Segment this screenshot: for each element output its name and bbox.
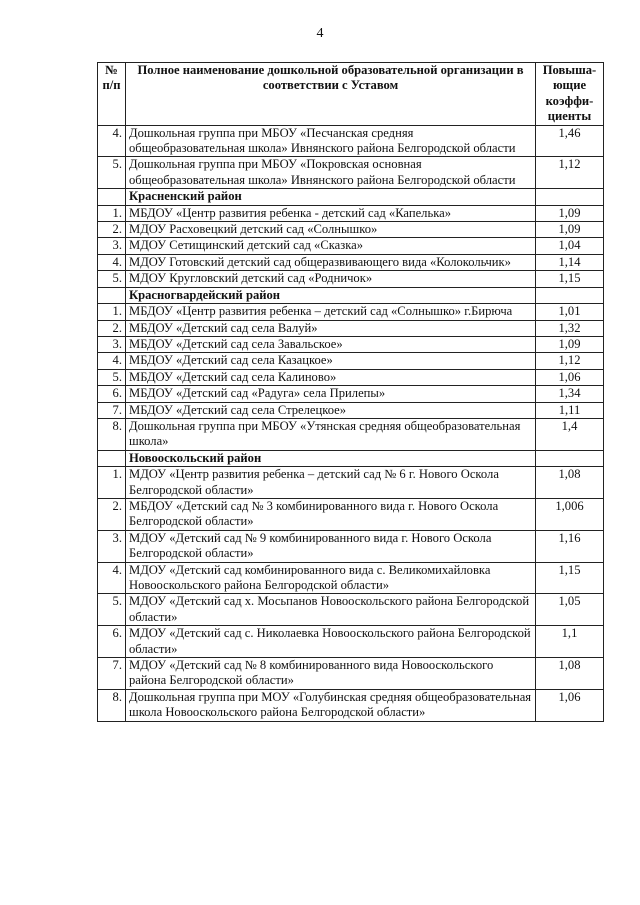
row-num: 7. [98,658,126,690]
table-row [98,530,604,562]
table-body [98,125,604,721]
coefficient: 1,11 [536,402,604,418]
table-row [98,222,604,238]
org-name: МДОУ Кругловский детский сад «Родничок» [126,271,536,287]
header-coef: Повыша-ющие коэффи-циенты [536,63,604,126]
org-name: МДОУ «Детский сад № 8 комбинированного вида Новооскольского района Белгородской области» [126,658,536,690]
org-name: МБДОУ «Детский сад села Валуй» [126,320,536,336]
row-num: 6. [98,626,126,658]
table-row [98,254,604,270]
org-name: МБДОУ «Детский сад села Завальское» [126,336,536,352]
coefficient: 1,05 [536,594,604,626]
district-coef-cell [536,189,604,205]
coefficient: 1,09 [536,336,604,352]
header-num: № п/п [98,63,126,126]
org-name: МБДОУ «Детский сад № 3 комбинированного вида г. Нового Оскола Белгородской области» [126,498,536,530]
row-num: 4. [98,353,126,369]
org-name: МДОУ Сетищинский детский сад «Сказка» [126,238,536,254]
row-num: 8. [98,689,126,721]
coefficient: 1,08 [536,467,604,499]
header-name: Полное наименование дошкольной образовательной организации в соответствии с Уставом [126,63,536,126]
coefficients-table [97,62,604,722]
row-num: 1. [98,304,126,320]
table-row [98,467,604,499]
org-name: Дошкольная группа при МБОУ «Песчанская средняя общеобразовательная школа» Ивнянского района Белгородской области [126,125,536,157]
table-row [98,125,604,157]
org-name: МБДОУ «Детский сад села Калиново» [126,369,536,385]
district-row [98,189,604,205]
org-name: МДОУ «Центр развития ребенка – детский сад № 6 г. Нового Оскола Белгородской области» [126,467,536,499]
row-num: 4. [98,562,126,594]
district-name: Красногвардейский район [126,287,536,303]
org-name: МБДОУ «Центр развития ребенка - детский сад «Капелька» [126,205,536,221]
coefficient: 1,006 [536,498,604,530]
row-num: 5. [98,157,126,189]
table-row [98,157,604,189]
coefficient: 1,16 [536,530,604,562]
org-name: МБДОУ «Центр развития ребенка – детский сад «Солнышко» г.Бирюча [126,304,536,320]
district-coef-cell [536,287,604,303]
row-num: 5. [98,594,126,626]
coefficient: 1,12 [536,157,604,189]
org-name: МДОУ «Детский сад комбинированного вида с. Великомихайловка Новооскольского района Белгородской области» [126,562,536,594]
org-name: МДОУ «Детский сад с. Николаевка Новооскольского района Белгородской области» [126,626,536,658]
table-row [98,498,604,530]
table-row [98,689,604,721]
row-num: 5. [98,369,126,385]
district-coef-cell [536,450,604,466]
coefficient: 1,32 [536,320,604,336]
row-num: 3. [98,238,126,254]
table-row [98,353,604,369]
org-name: Дошкольная группа при МОУ «Голубинская средняя общеобразовательная школа Новооскольского района Белгородской области» [126,689,536,721]
coefficient: 1,46 [536,125,604,157]
table-row [98,304,604,320]
org-name: МДОУ Готовский детский сад общеразвивающего вида «Колокольчик» [126,254,536,270]
table-row [98,336,604,352]
row-num: 4. [98,254,126,270]
row-num: 1. [98,205,126,221]
table-row [98,594,604,626]
district-name: Красненский район [126,189,536,205]
coefficient: 1,06 [536,689,604,721]
coefficient: 1,14 [536,254,604,270]
org-name: МБДОУ «Детский сад села Стрелецкое» [126,402,536,418]
coefficient: 1,1 [536,626,604,658]
table-row [98,562,604,594]
org-name: МДОУ «Детский сад х. Мосьпанов Новооскольского района Белгородской области» [126,594,536,626]
coefficient: 1,06 [536,369,604,385]
coefficient: 1,01 [536,304,604,320]
coefficient: 1,34 [536,386,604,402]
row-num: 2. [98,222,126,238]
table-row [98,271,604,287]
table-row [98,418,604,450]
coefficient: 1,09 [536,222,604,238]
org-name: Дошкольная группа при МБОУ «Покровская основная общеобразовательная школа» Ивнянского района Белгородской области [126,157,536,189]
table-row [98,626,604,658]
table-row [98,386,604,402]
row-num: 7. [98,402,126,418]
coefficient: 1,15 [536,271,604,287]
coefficient: 1,12 [536,353,604,369]
coefficient: 1,4 [536,418,604,450]
row-num: 3. [98,530,126,562]
coefficient: 1,15 [536,562,604,594]
org-name: МДОУ Расховецкий детский сад «Солнышко» [126,222,536,238]
table-row [98,658,604,690]
district-num-cell [98,287,126,303]
coefficient: 1,04 [536,238,604,254]
district-num-cell [98,189,126,205]
org-name: МБДОУ «Детский сад «Радуга» села Прилепы» [126,386,536,402]
row-num: 2. [98,498,126,530]
coefficient: 1,09 [536,205,604,221]
row-num: 4. [98,125,126,157]
row-num: 3. [98,336,126,352]
coefficient: 1,08 [536,658,604,690]
table-row [98,320,604,336]
row-num: 1. [98,467,126,499]
row-num: 2. [98,320,126,336]
table-row [98,402,604,418]
table-row [98,369,604,385]
row-num: 8. [98,418,126,450]
org-name: МБДОУ «Детский сад села Казацкое» [126,353,536,369]
district-name: Новооскольский район [126,450,536,466]
table-header-row [98,63,604,126]
district-row [98,450,604,466]
table-row [98,238,604,254]
row-num: 5. [98,271,126,287]
district-row [98,287,604,303]
page-number: 4 [316,26,324,41]
row-num: 6. [98,386,126,402]
org-name: Дошкольная группа при МБОУ «Утянская средняя общеобразовательная школа» [126,418,536,450]
district-num-cell [98,450,126,466]
org-name: МДОУ «Детский сад № 9 комбинированного вида г. Нового Оскола Белгородской области» [126,530,536,562]
table-row [98,205,604,221]
